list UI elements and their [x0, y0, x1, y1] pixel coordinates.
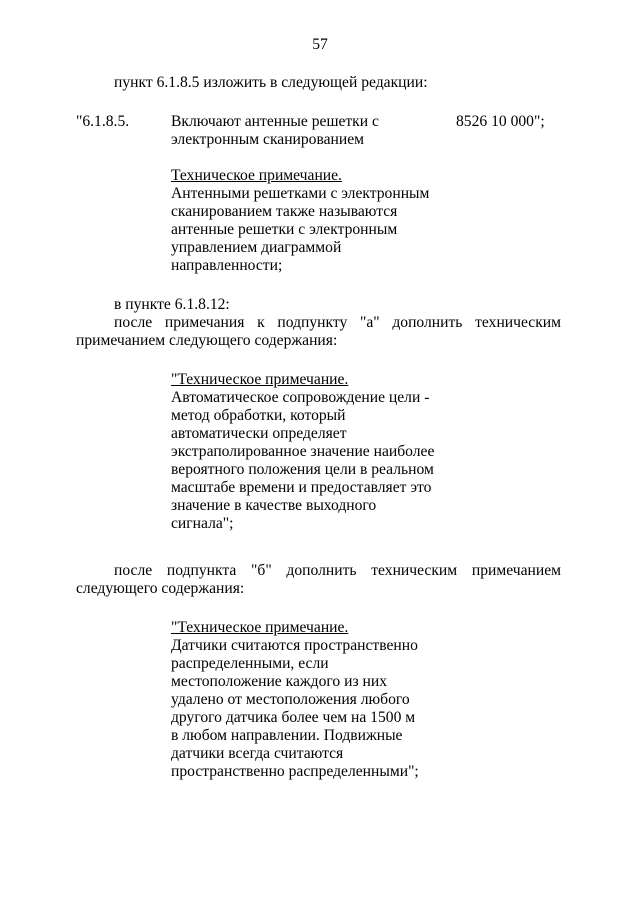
note3-line: удалено от местоположения любого — [171, 691, 410, 708]
note1-line: управлением диаграммой — [171, 239, 342, 256]
note1-line: направленности; — [171, 257, 283, 274]
note1-heading: Техническое примечание. — [171, 167, 342, 184]
note3-line: пространственно распределенными"; — [171, 763, 419, 780]
note3-line: местоположение каждого из них — [171, 673, 387, 690]
note3-line: в любом направлении. Подвижные — [171, 727, 403, 744]
note3-line: распределенными, если — [171, 655, 329, 672]
para-after-a-line1: после примечания к подпункту "а" дополнить техническим — [114, 314, 561, 331]
intro-line: пункт 6.1.8.5 изложить в следующей редакции: — [114, 74, 428, 91]
entry-hs-code: 8526 10 000"; — [456, 113, 545, 130]
note2-line: значение в качестве выходного — [171, 497, 377, 514]
note1-line: Антенными решетками с электронным — [171, 185, 430, 202]
note2-heading: "Техническое примечание. — [171, 371, 349, 388]
page-number: 57 — [312, 36, 328, 53]
note2-line: масштабе времени и предоставляет это — [171, 479, 432, 496]
entry-text-line1: Включают антенные решетки с — [171, 113, 379, 130]
para-after-b-line2: следующего содержания: — [76, 580, 245, 597]
note1-line: антенные решетки с электронным — [171, 221, 398, 238]
para-6-1-8-12: в пункте 6.1.8.12: — [114, 296, 230, 313]
note3-line: Датчики считаются пространственно — [171, 637, 418, 654]
note1-line: сканированием также называются — [171, 203, 398, 220]
note2-line: Автоматическое сопровождение цели - — [171, 389, 430, 406]
entry-text-line2: электронным сканированием — [171, 131, 365, 148]
entry-code: "6.1.8.5. — [76, 113, 130, 130]
note3-line: датчики всегда считаются — [171, 745, 344, 762]
note3-line: другого датчика более чем на 1500 м — [171, 709, 416, 726]
note2-line: автоматически определяет — [171, 425, 347, 442]
para-after-a-line2: примечанием следующего содержания: — [76, 332, 338, 349]
note2-line: метод обработки, который — [171, 407, 346, 424]
note3-heading: "Техническое примечание. — [171, 619, 349, 636]
note2-line: экстраполированное значение наиболее — [171, 443, 435, 460]
para-after-b-line1: после подпункта "б" дополнить техническим примечанием — [114, 562, 561, 579]
note2-line: вероятного положения цели в реальном — [171, 461, 434, 478]
note2-line: сигнала"; — [171, 515, 234, 532]
